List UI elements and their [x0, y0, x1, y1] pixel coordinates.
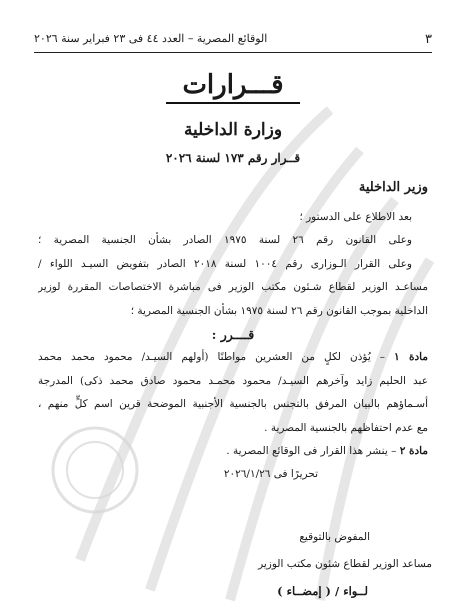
- article-1-line-3: أسـماؤهم بالبيان المرفق بالتجنس بالجنسية الأجنبية الموضحة قرين اسم كلٍّ منهم ،: [38, 398, 428, 411]
- preamble-constitution: بعد الاطلاع على الدستور ؛: [299, 211, 412, 223]
- preamble-law: وعلى القانون رقم ٢٦ لسنة ١٩٧٥ الصادر بشأن الجنسية المصرية ؛: [38, 234, 413, 247]
- decree-body: [38, 206, 428, 487]
- signature-delegate: المفوض بالتوقيع: [299, 531, 370, 543]
- ministry-name: وزارة الداخلية: [183, 120, 283, 140]
- decided-heading: قــــرر :: [211, 326, 255, 342]
- preamble-delegation-cont: الداخلية بموجب القانون رقم ٢٦ لسنة ١٩٧٥ بشأن الجنسية المصرية ؛: [130, 304, 428, 317]
- article-1-line-4: مع عدم احتفاظهم بالجنسية المصرية .: [264, 421, 428, 434]
- article-2-label: مادة ٢: [399, 444, 428, 457]
- preamble-delegation: مساعـد الوزير لقطاع شـئون مكتب الوزير فى مباشرة الاختصاصات المقررة لوزير: [38, 281, 428, 294]
- article-1-line-1: مادة ١ – يُؤذن لكلٍ من العشرين مواطنًا (أولهم السيـد/ محمود محمد محمد: [38, 351, 428, 364]
- article-1-line-2: عبد الحليم زايد وآخرهم السيـد/ محمود محمـد محمود صادق محمد ذكى) المدرجة: [38, 374, 428, 387]
- page-number: ٣: [425, 32, 432, 47]
- article-2-line: مادة ٢ – ينشر هذا القرار فى الوقائع المصرية .: [226, 444, 428, 457]
- header-rule: [34, 52, 432, 53]
- signature-position: مساعد الوزير لقطاع شئون مكتب الوزير: [258, 558, 432, 570]
- running-header: [34, 30, 432, 52]
- running-title: الوقائع المصرية – العدد ٤٤ فى ٢٣ فبراير سنة ٢٠٢٦: [34, 32, 268, 45]
- article-1-label: مادة ١: [394, 351, 428, 364]
- issuer-title: وزير الداخلية: [358, 180, 428, 195]
- decree-number: قــرار رقم ١٧٣ لسنة ٢٠٢٦: [165, 151, 301, 165]
- signature-rank: لــواء / ( إمضــاء ): [277, 584, 368, 598]
- section-title: قـــرارات: [0, 70, 466, 104]
- issue-date: تحريرًا فى ٢٠٢٦/١/٢٦: [223, 468, 318, 481]
- preamble-ministerial-decree: وعلى القرار الـوزارى رقم ١٠٠٤ لسنة ٢٠١٨ الصادر بتفويض السيـد اللواء /: [38, 257, 412, 270]
